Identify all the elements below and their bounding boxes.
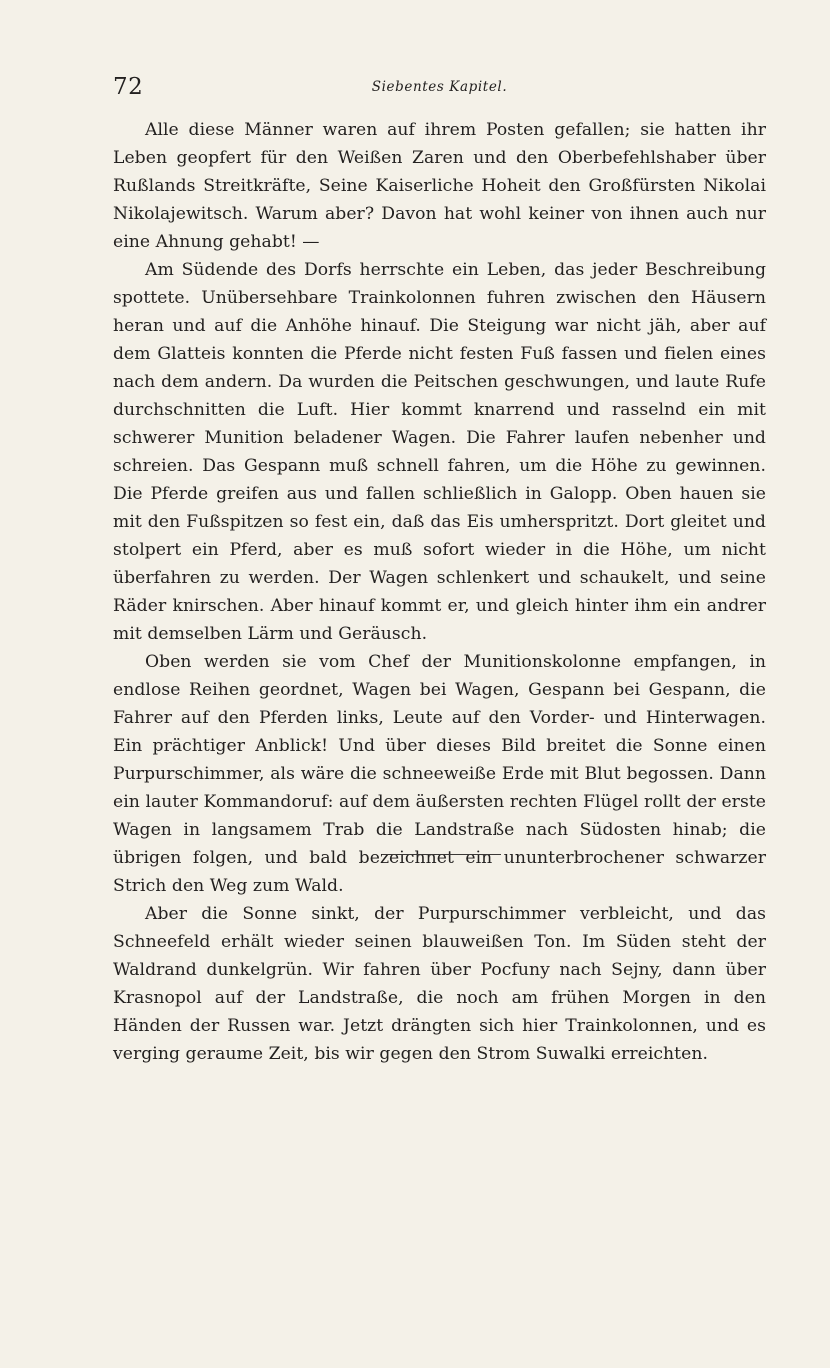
section-end-rule bbox=[386, 854, 501, 855]
paragraph-2: Am Südende des Dorfs herrschte ein Leben, das jeder Beschreibung spottete. Unübersehbare Trainkolonnen fuhren zwischen den Häusern heran und auf die Anhöhe hinauf. Die Steigung war nicht jäh, aber auf dem Glatteis konnten die Pferde nicht festen Fuß fassen und fielen eines nach dem andern. Da wurden die Peitschen geschwungen, und laute Rufe durchschnitten die Luft. Hier kommt knarrend und rasselnd ein mit schwerer Munition beladener Wagen. Die Fahrer laufen nebenher und schreien. Das Gespann muß schnell fahren, um die Höhe zu gewinnen. Die Pferde greifen aus und fallen schließlich in Galopp. Oben hauen sie mit den Fußspitzen so fest ein, daß das Eis umherspritzt. Dort gleitet und stolpert ein Pferd, aber es muß sofort wieder in die Höhe, um nicht überfahren zu werden. Der Wagen schlenkert und schaukelt, und seine Räder knirschen. Aber hinauf kommt er, und gleich hinter ihm ein andrer mit demselben Lärm und Geräusch. bbox=[113, 260, 766, 644]
running-head bbox=[113, 72, 766, 106]
paragraph-4: Aber die Sonne sinkt, der Purpurschimmer verbleicht, und das Schneefeld erhält wieder seinen blauweißen Ton. Im Süden steht der Waldrand dunkelgrün. Wir fahren über Pocfuny nach Sejny, dann über Krasnopol auf der Landstraße, die noch am frühen Morgen in den Händen der Russen war. Jetzt drängten sich hier Trainkolonnen, und es verging geraume Zeit, bis wir gegen den Strom Suwalki erreichten. bbox=[113, 904, 766, 1064]
page-number: 72 bbox=[113, 74, 144, 100]
body-text bbox=[113, 116, 766, 1068]
paragraph-3: Oben werden sie vom Chef der Munitionskolonne empfangen, in endlose Reihen geordnet, Wagen bei Wagen, Gespann bei Gespann, die Fahrer auf den Pferden links, Leute auf den Vorder- und Hinterwagen. Ein prächtiger Anblick! Und über dieses Bild breitet die Sonne einen Purpurschimmer, als wäre die schneeweiße Erde mit Blut begossen. Dann ein lauter Kommandoruf: auf dem äußersten rechten Flügel rollt der erste Wagen in langsamem Trab die Landstraße nach Südosten hinab; die übrigen folgen, und bald bezeichnet ein ununterbrochener schwarzer Strich den Weg zum Wald. bbox=[113, 652, 766, 896]
paragraph-1: Alle diese Männer waren auf ihrem Posten gefallen; sie hatten ihr Leben geopfert für den Weißen Zaren und den Oberbefehlshaber über Rußlands Streitkräfte, Seine Kaiserliche Hoheit den Großfürsten Nikolai Nikolajewitsch. Warum aber? Davon hat wohl keiner von ihnen auch nur eine Ahnung gehabt! — bbox=[113, 120, 766, 252]
chapter-title: Siebentes Kapitel. bbox=[371, 79, 508, 95]
